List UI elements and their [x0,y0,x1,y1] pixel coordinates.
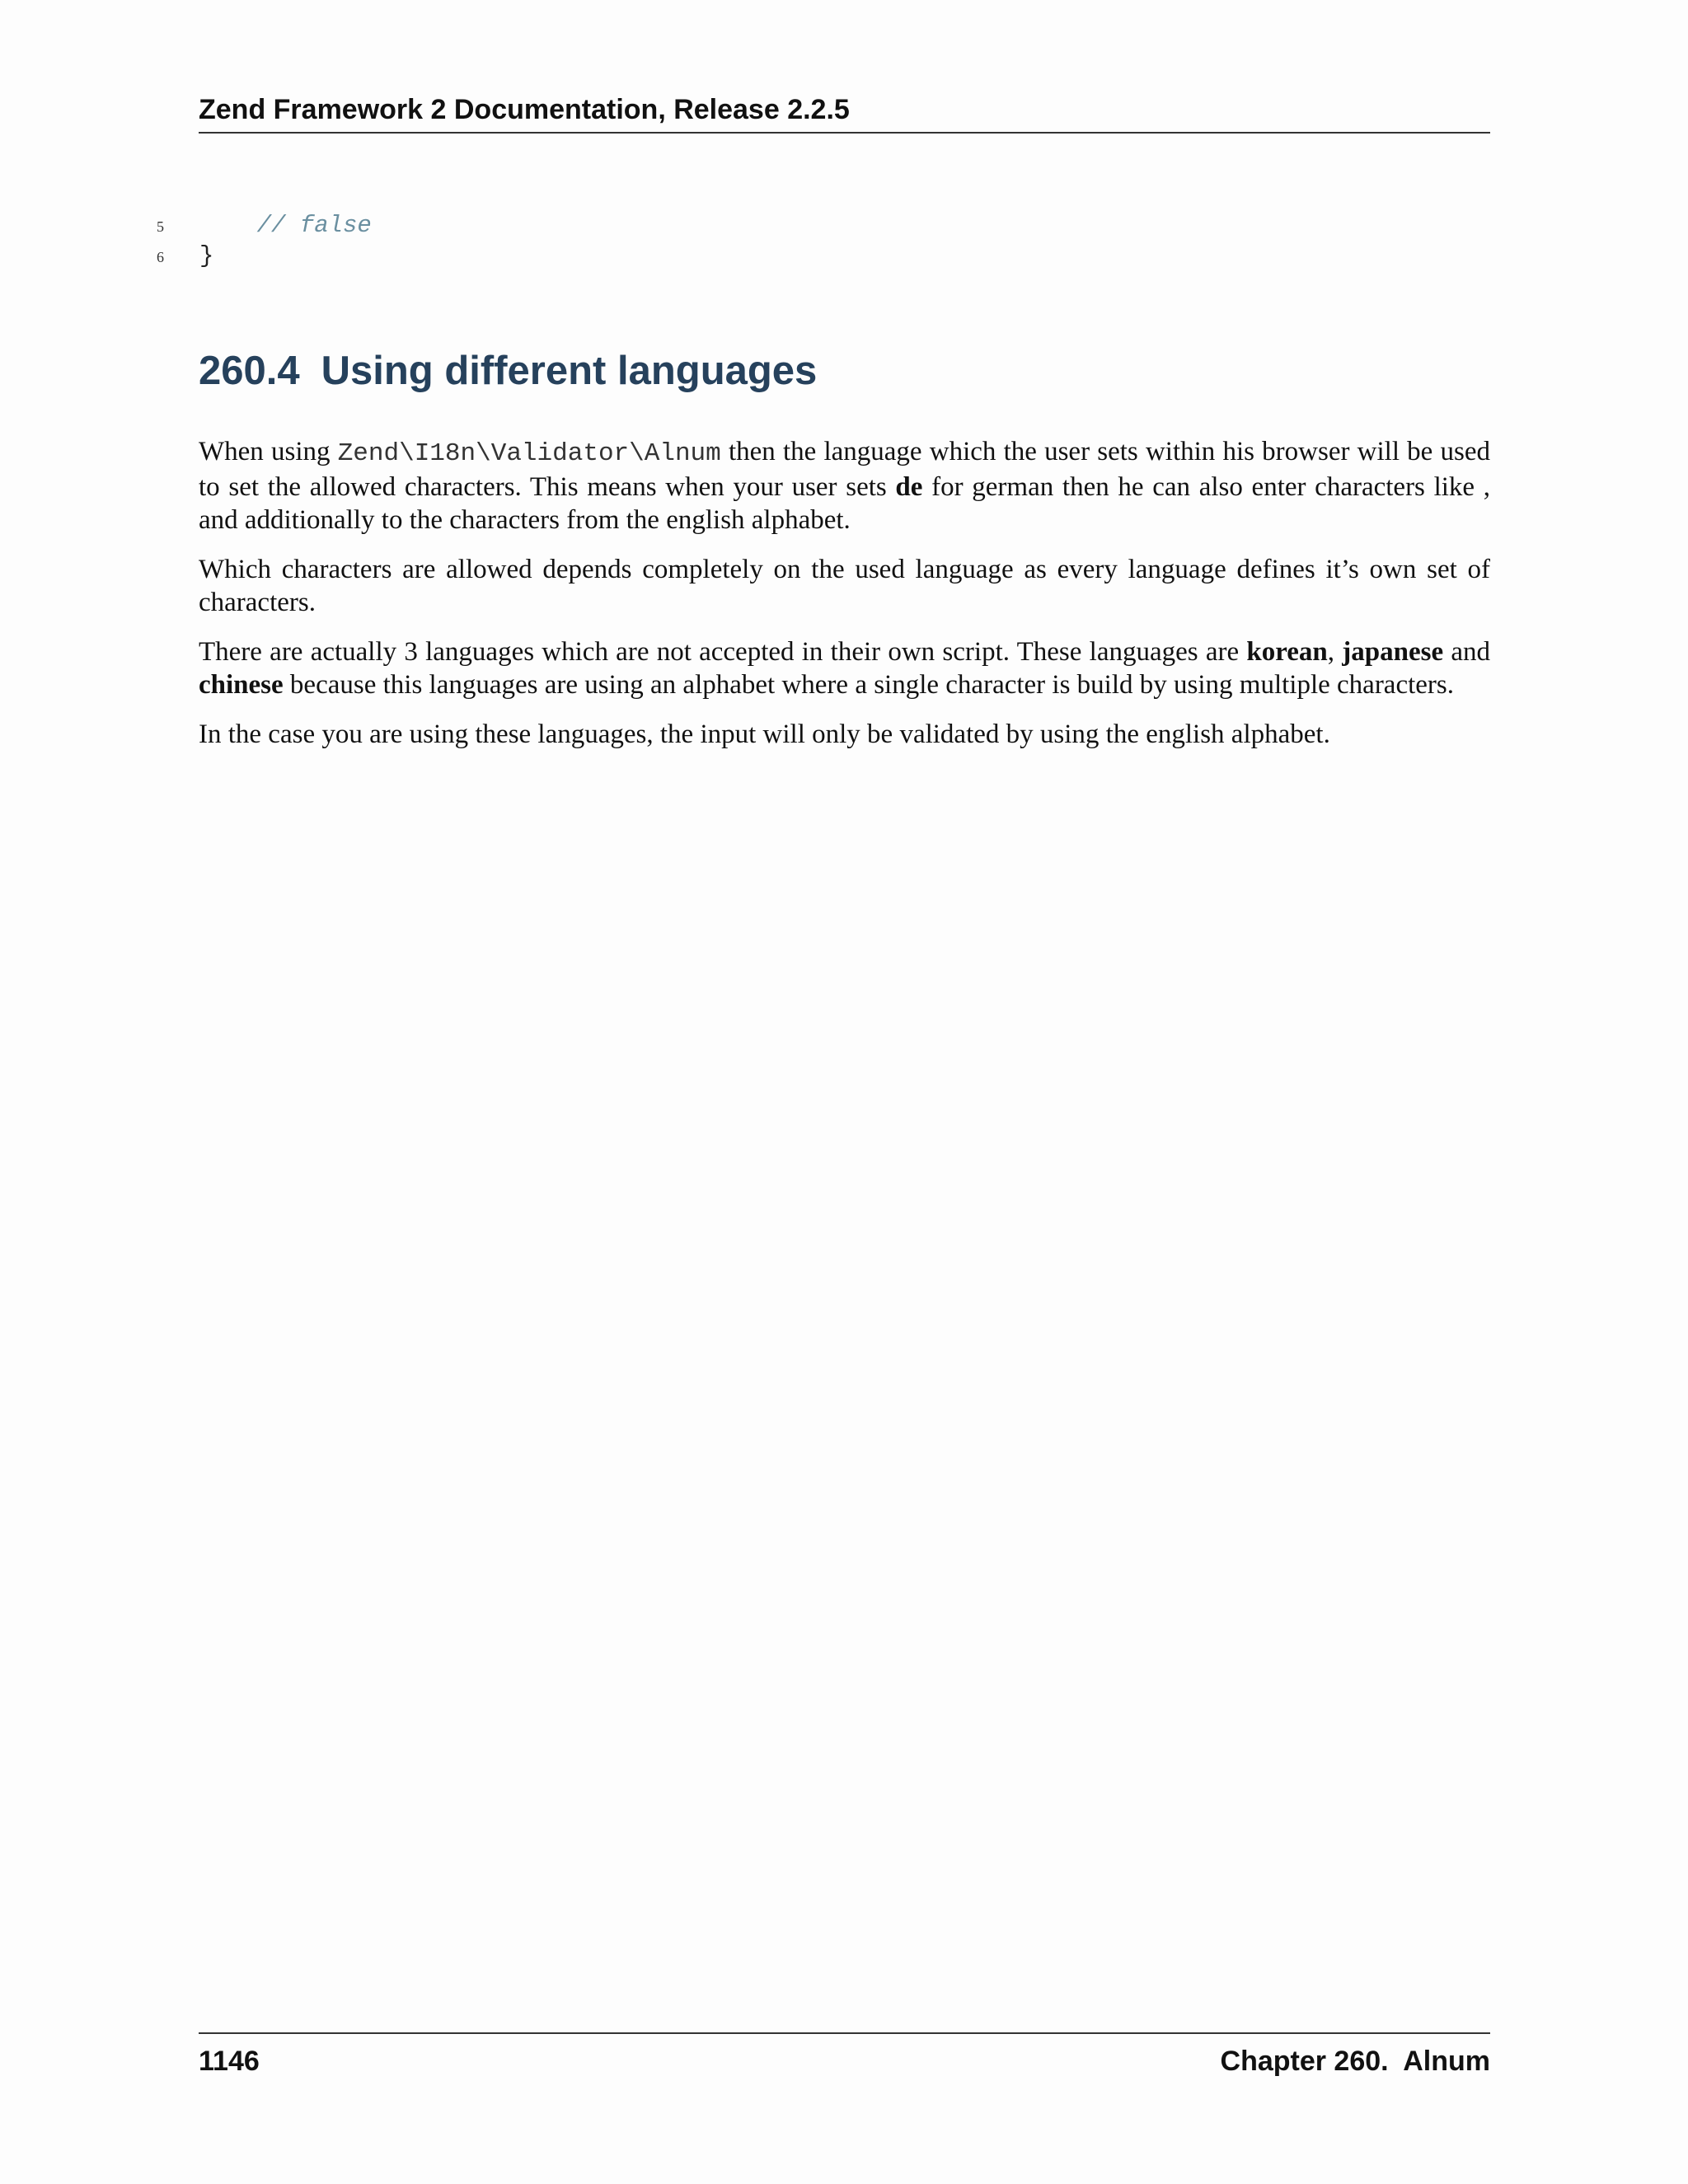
paragraph [199,435,1490,537]
bold-term: korean [1246,637,1328,667]
section-number: 260.4 [199,349,300,393]
paragraph: In the case you are using these languages, the input will only be validated by using the english alphabet. [199,719,1330,749]
text-run: There are actually 3 languages which are not accepted in their own script. These languages are [199,637,1247,667]
code-text: } [199,242,214,269]
text-run: When using [199,437,338,466]
document-title: Zend Framework 2 Documentation, Release 2.2.5 [199,94,850,125]
text-run: because this languages are using an alphabet where a single character is build by using multiple characters. [283,670,1454,700]
code-line [148,241,1492,271]
chapter-title: Chapter 260. Alnum [1220,2046,1490,2077]
text-run: for german then he can also enter characters like , and additionally to the characters from the english alphabet. [199,472,1490,535]
text-run: , [1327,637,1343,667]
section-title: Using different languages [321,349,818,393]
page-number: 1146 [199,2046,260,2077]
paragraph [199,635,1490,701]
line-number: 6 [157,249,164,265]
section-body [199,435,1490,767]
line-number: 5 [157,218,164,235]
bold-term: japanese [1342,637,1444,667]
code-line [148,210,1492,241]
text-run: and [1443,637,1490,667]
code-text: // false [199,212,372,239]
text-run: then the language which the user sets within his browser will be used to set the allowed characters. This means when your user sets [199,437,1490,502]
inline-code: Zend\I18n\Validator\Alnum [337,439,721,468]
page-footer [199,2032,1490,2083]
page-header [199,91,1490,134]
bold-term: de [895,472,923,502]
bold-term: chinese [199,670,284,700]
section-heading [199,344,817,397]
paragraph: Which characters are allowed depends completely on the used language as every language defines it’s own set of characters. [199,555,1490,617]
code-block [148,210,1492,271]
